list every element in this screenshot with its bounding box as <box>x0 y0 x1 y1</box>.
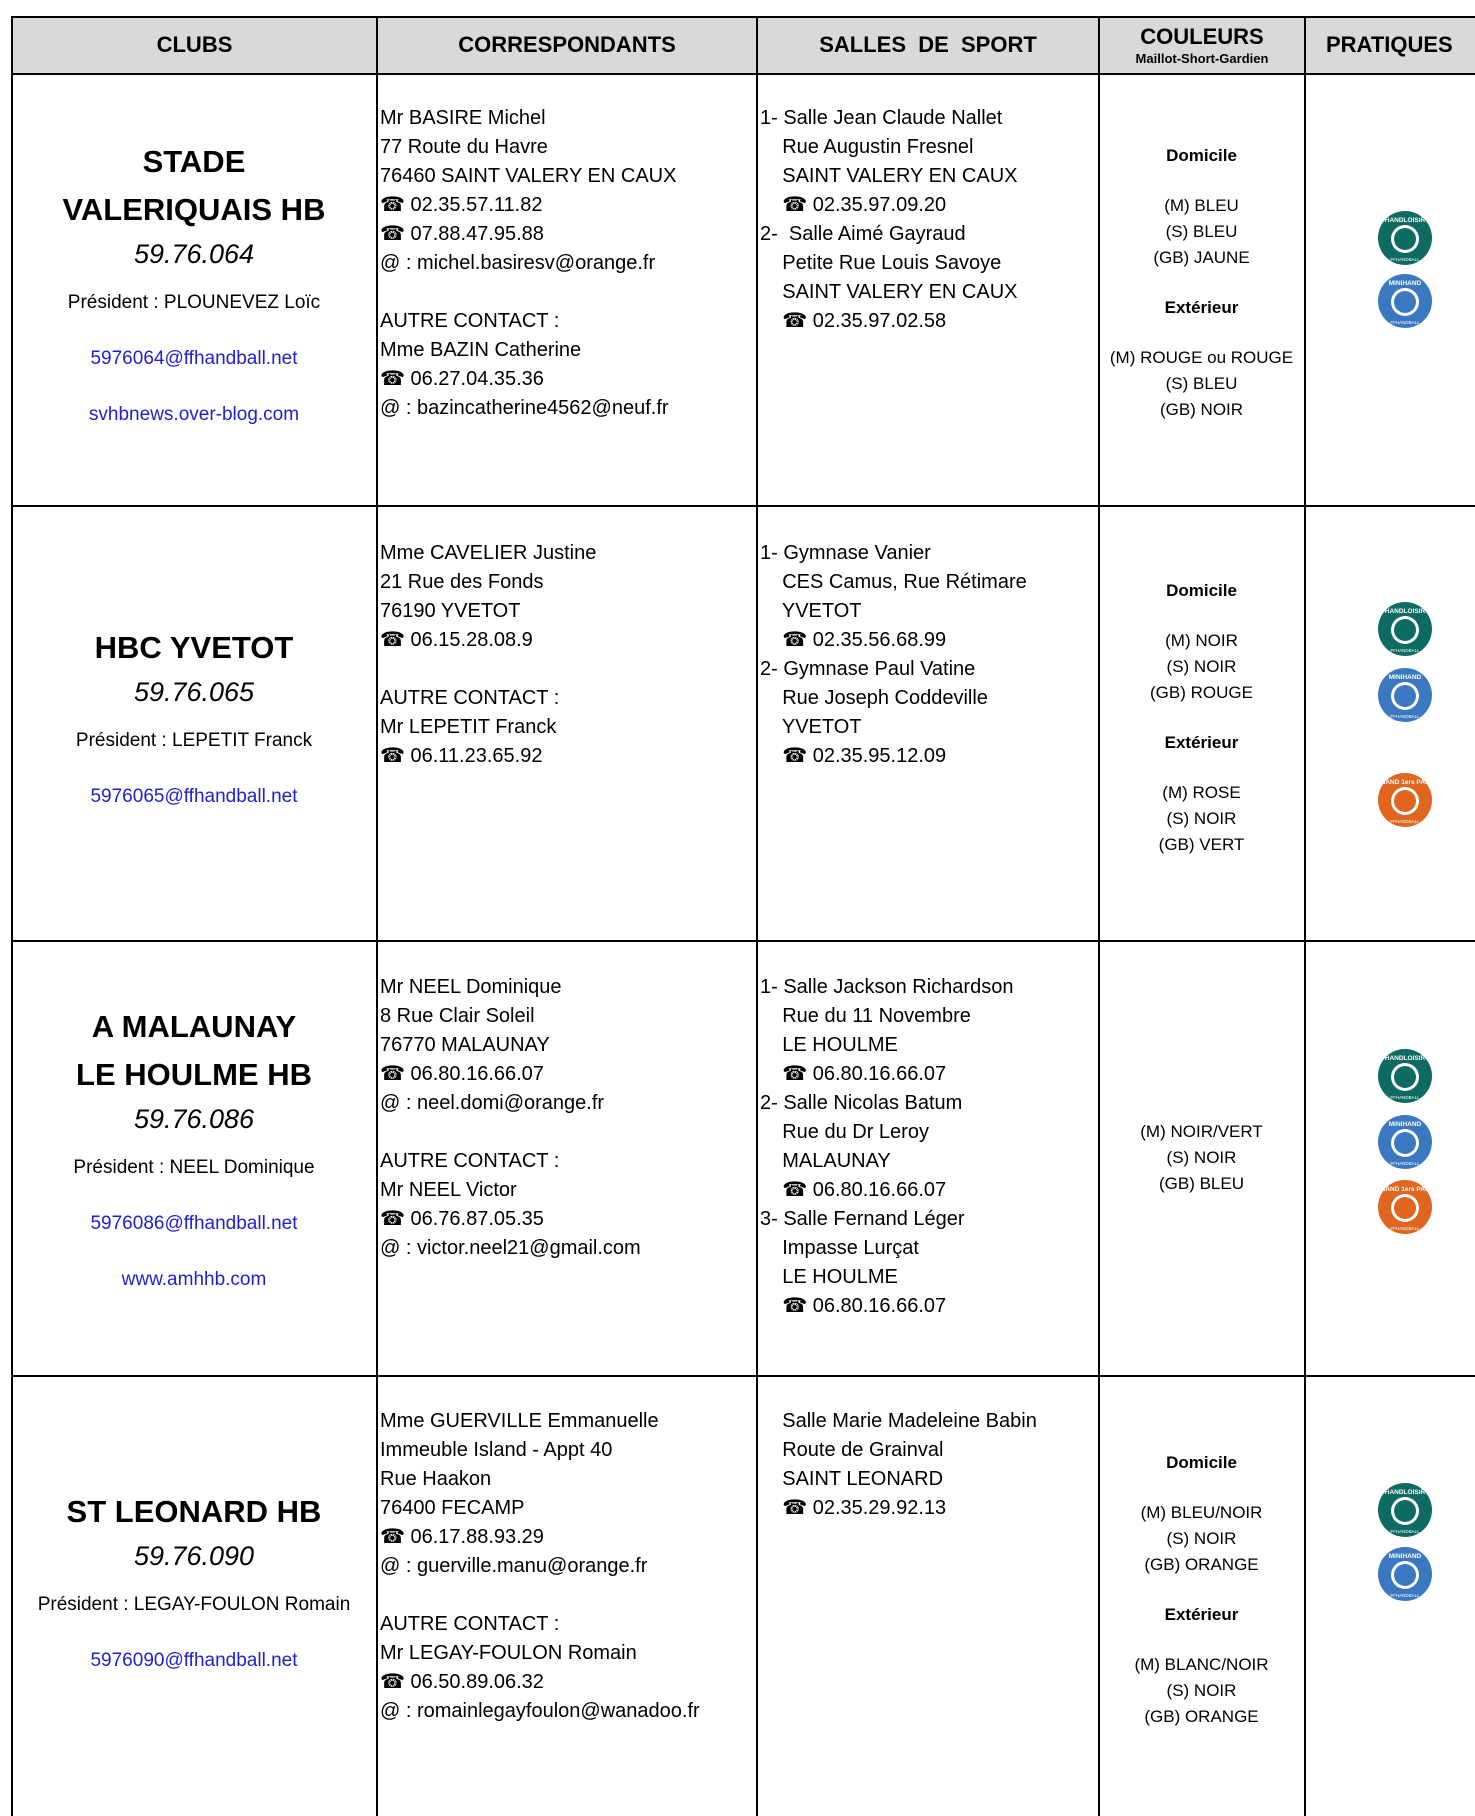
salle-line: 1- Salle Jean Claude Nallet <box>760 107 1003 129</box>
exterieur-line: (S) BLEU <box>1165 374 1238 393</box>
salles-block-2 <box>760 539 1027 771</box>
logo-title-text: HANDLOISIR <box>1384 1055 1426 1062</box>
domicile-label: Domicile <box>1166 581 1237 600</box>
correspondant-line: 77 Route du Havre <box>380 136 548 158</box>
logo-title-text: HANDLOISIR <box>1384 217 1426 224</box>
logo-rooster-mark <box>1394 1197 1416 1219</box>
salles-block-3 <box>760 973 1013 1321</box>
logo-title-text: HAND 1ers PAS <box>1380 779 1430 786</box>
club-email-link[interactable]: 5976090@ffhandball.net <box>90 1650 298 1671</box>
logo-title-text: MINIHAND <box>1388 674 1422 681</box>
club-name-line1: ST LEONARD HB <box>66 1494 322 1529</box>
correspondant-line: Immeuble Island - Appt 40 <box>380 1439 613 1461</box>
salle-line: Impasse Lurçat <box>760 1237 919 1259</box>
club-name-line2: LE HOULME HB <box>76 1057 312 1092</box>
couleurs-line: (GB) BLEU <box>1158 1174 1245 1193</box>
salle-line: ☎ 06.80.16.66.07 <box>760 1295 947 1317</box>
domicile-line: (M) BLEU/NOIR <box>1140 1503 1263 1522</box>
correspondant-line: 76190 YVETOT <box>380 600 521 622</box>
logo-rooster-mark <box>1394 1066 1416 1088</box>
club-cell-1 <box>13 138 375 426</box>
couleurs-line: (S) NOIR <box>1166 1148 1237 1167</box>
header-salles-label: SALLES DE SPORT <box>819 32 1037 57</box>
club-cell-2 <box>13 624 375 808</box>
salle-line: Salle Marie Madeleine Babin <box>760 1410 1037 1432</box>
minihand-logo-icon <box>1377 1114 1433 1170</box>
domicile-line: (GB) ORANGE <box>1144 1555 1259 1574</box>
correspondant-line: AUTRE CONTACT : <box>380 1150 560 1172</box>
logo-ffhandball-text: FFHANDBALL <box>1390 648 1420 653</box>
header-couleurs-label: COULEURS <box>1140 24 1264 49</box>
hand1erspas-logo-icon <box>1377 1179 1433 1235</box>
header-clubs <box>13 16 376 74</box>
correspondant-line: 21 Rue des Fonds <box>380 571 544 593</box>
handloisir-logo-icon <box>1377 1048 1433 1104</box>
row-divider-1 <box>11 505 1475 507</box>
correspondant-line: ☎ 02.35.57.11.82 <box>380 194 543 216</box>
correspondant-line: Mme GUERVILLE Emmanuelle <box>380 1410 659 1432</box>
exterieur-label: Extérieur <box>1164 298 1239 317</box>
salle-line: SAINT VALERY EN CAUX <box>760 281 1018 303</box>
logo-ffhandball-text: FFHANDBALL <box>1390 1593 1420 1598</box>
correspondant-block-3 <box>380 973 641 1263</box>
correspondant-line: Mr LEGAY-FOULON Romain <box>380 1642 637 1664</box>
salle-line: SAINT LEONARD <box>760 1468 944 1490</box>
row-divider-3 <box>11 1375 1475 1377</box>
correspondant-line: ☎ 06.11.23.65.92 <box>380 745 543 767</box>
correspondant-line: @ : bazincatherine4562@neuf.fr <box>380 397 669 419</box>
exterieur-line: (M) BLANC/NOIR <box>1134 1655 1269 1674</box>
exterieur-line: (M) ROSE <box>1162 783 1241 802</box>
exterieur-label: Extérieur <box>1164 1605 1239 1624</box>
logo-rooster-mark <box>1394 1564 1416 1586</box>
correspondant-line: @ : romainlegayfoulon@wanadoo.fr <box>380 1700 700 1722</box>
minihand-logo-icon <box>1377 273 1433 329</box>
club-president: Président : PLOUNEVEZ Loïc <box>67 292 321 313</box>
salles-block-1 <box>760 104 1018 336</box>
domicile-line: (S) BLEU <box>1165 222 1238 241</box>
club-email-link[interactable]: 5976064@ffhandball.net <box>90 348 298 369</box>
col-divider-4 <box>1304 16 1306 1816</box>
correspondant-line: ☎ 06.27.04.35.36 <box>380 368 544 390</box>
couleurs-cell-2 <box>1100 568 1303 858</box>
exterieur-line: (GB) ORANGE <box>1144 1707 1259 1726</box>
correspondant-line: AUTRE CONTACT : <box>380 1613 560 1635</box>
logo-title-text: HAND 1ers PAS <box>1380 1186 1430 1193</box>
correspondant-line: 76460 SAINT VALERY EN CAUX <box>380 165 677 187</box>
salle-line: Rue Joseph Coddeville <box>760 687 988 709</box>
correspondant-line: ☎ 06.76.87.05.35 <box>380 1208 544 1230</box>
club-name-line1: HBC YVETOT <box>94 630 294 665</box>
club-president: Président : LEGAY-FOULON Romain <box>37 1594 351 1615</box>
logo-ffhandball-text: FFHANDBALL <box>1390 1095 1420 1100</box>
salle-line: YVETOT <box>760 716 862 738</box>
salle-line: Rue Augustin Fresnel <box>760 136 974 158</box>
salle-line: Rue du Dr Leroy <box>760 1121 929 1143</box>
correspondant-line: 76400 FECAMP <box>380 1497 525 1519</box>
club-name-line2: VALERIQUAIS HB <box>62 192 326 227</box>
couleurs-cell-4 <box>1100 1440 1303 1730</box>
correspondant-line <box>380 655 596 684</box>
correspondant-line: @ : guerville.manu@orange.fr <box>380 1555 648 1577</box>
handloisir-logo-icon <box>1377 210 1433 266</box>
salle-line: ☎ 06.80.16.66.07 <box>760 1063 947 1085</box>
correspondant-line: Mr BASIRE Michel <box>380 107 546 129</box>
col-divider-1 <box>376 16 378 1816</box>
salle-line: ☎ 02.35.97.02.58 <box>760 310 947 332</box>
logo-ffhandball-text: FFHANDBALL <box>1390 257 1420 262</box>
domicile-line: (S) NOIR <box>1166 657 1237 676</box>
logo-rooster-mark <box>1394 1132 1416 1154</box>
correspondant-line: @ : michel.basiresv@orange.fr <box>380 252 656 274</box>
salle-line: Rue du 11 Novembre <box>760 1005 971 1027</box>
salle-line: YVETOT <box>760 600 862 622</box>
logo-ffhandball-text: FFHANDBALL <box>1390 320 1420 325</box>
correspondant-line: @ : victor.neel21@gmail.com <box>380 1237 641 1259</box>
club-number: 59.76.064 <box>133 239 255 269</box>
logo-rooster-mark <box>1394 228 1416 250</box>
correspondant-line <box>380 1581 700 1610</box>
club-number: 59.76.086 <box>133 1104 255 1134</box>
exterieur-line: (S) NOIR <box>1166 1681 1237 1700</box>
header-pratiques <box>1306 16 1475 74</box>
correspondant-line: Mme BAZIN Catherine <box>380 339 582 361</box>
header-clubs-label: CLUBS <box>156 32 233 57</box>
header-salles <box>758 16 1098 74</box>
header-couleurs <box>1100 16 1304 74</box>
salle-line: LE HOULME <box>760 1034 898 1056</box>
domicile-line: (S) NOIR <box>1166 1529 1237 1548</box>
correspondant-line: Mr NEEL Victor <box>380 1179 517 1201</box>
correspondant-line <box>380 278 676 307</box>
correspondant-block-4 <box>380 1407 700 1726</box>
club-email-link[interactable]: 5976086@ffhandball.net <box>90 1213 298 1234</box>
correspondant-line: AUTRE CONTACT : <box>380 687 560 709</box>
salle-line: 3- Salle Fernand Léger <box>760 1208 965 1230</box>
salle-line: ☎ 02.35.29.92.13 <box>760 1497 947 1519</box>
salles-block-4 <box>760 1407 1037 1523</box>
minihand-logo-icon <box>1377 1546 1433 1602</box>
exterieur-label: Extérieur <box>1164 733 1239 752</box>
domicile-line: (GB) JAUNE <box>1153 248 1250 267</box>
correspondant-line: ☎ 06.50.89.06.32 <box>380 1671 544 1693</box>
couleurs-cell-1 <box>1100 133 1303 423</box>
salle-line: Petite Rue Louis Savoye <box>760 252 1002 274</box>
correspondant-block-2 <box>380 539 596 771</box>
logo-ffhandball-text: FFHANDBALL <box>1390 819 1420 824</box>
correspondant-line: Rue Haakon <box>380 1468 492 1490</box>
logo-rooster-mark <box>1394 790 1416 812</box>
logo-title-text: MINIHAND <box>1388 280 1422 287</box>
salle-line: ☎ 02.35.56.68.99 <box>760 629 947 651</box>
correspondant-line: ☎ 06.15.28.08.9 <box>380 629 533 651</box>
correspondant-line <box>380 1118 641 1147</box>
logo-rooster-mark <box>1394 685 1416 707</box>
salle-line: 2- Salle Nicolas Batum <box>760 1092 963 1114</box>
exterieur-line: (GB) NOIR <box>1159 400 1244 419</box>
header-couleurs-sub: Maillot-Short-Gardien <box>1135 51 1269 66</box>
club-number: 59.76.065 <box>133 677 255 707</box>
club-president: Président : NEEL Dominique <box>73 1157 315 1178</box>
correspondant-line: ☎ 07.88.47.95.88 <box>380 223 544 245</box>
domicile-line: (M) NOIR <box>1165 631 1238 650</box>
couleurs-cell-3 <box>1100 1119 1303 1197</box>
logo-ffhandball-text: FFHANDBALL <box>1390 1226 1420 1231</box>
domicile-label: Domicile <box>1166 146 1237 165</box>
logo-ffhandball-text: FFHANDBALL <box>1390 1161 1420 1166</box>
domicile-line: (GB) ROUGE <box>1150 683 1253 702</box>
correspondant-line: @ : neel.domi@orange.fr <box>380 1092 605 1114</box>
club-president: Président : LEPETIT Franck <box>75 730 313 751</box>
correspondant-line: Mr LEPETIT Franck <box>380 716 557 738</box>
logo-title-text: HANDLOISIR <box>1384 1489 1426 1496</box>
header-correspondants <box>378 16 756 74</box>
hand1erspas-logo-icon <box>1377 772 1433 828</box>
logo-rooster-mark <box>1394 1500 1416 1522</box>
salle-line: MALAUNAY <box>760 1150 891 1172</box>
correspondant-block-1 <box>380 104 676 423</box>
salle-line: 1- Gymnase Vanier <box>760 542 931 564</box>
salle-line: Route de Grainval <box>760 1439 944 1461</box>
club-cell-4 <box>13 1488 375 1672</box>
domicile-label: Domicile <box>1166 1453 1237 1472</box>
correspondant-line: Mr NEEL Dominique <box>380 976 562 998</box>
salle-line: ☎ 02.35.95.12.09 <box>760 745 947 767</box>
salle-line: LE HOULME <box>760 1266 898 1288</box>
club-name-line1: A MALAUNAY <box>91 1009 297 1044</box>
row-divider-2 <box>11 940 1475 942</box>
handloisir-logo-icon <box>1377 601 1433 657</box>
logo-ffhandball-text: FFHANDBALL <box>1390 714 1420 719</box>
logo-title-text: HANDLOISIR <box>1384 608 1426 615</box>
salle-line: SAINT VALERY EN CAUX <box>760 165 1018 187</box>
correspondant-line: ☎ 06.17.88.93.29 <box>380 1526 544 1548</box>
salle-line: 1- Salle Jackson Richardson <box>760 976 1014 998</box>
exterieur-line: (S) NOIR <box>1166 809 1237 828</box>
exterieur-line: (GB) VERT <box>1158 835 1245 854</box>
logo-rooster-mark <box>1394 619 1416 641</box>
couleurs-line: (M) NOIR/VERT <box>1140 1122 1263 1141</box>
exterieur-line: (M) ROUGE ou ROUGE <box>1109 348 1294 367</box>
handloisir-logo-icon <box>1377 1482 1433 1538</box>
logo-title-text: MINIHAND <box>1388 1121 1422 1128</box>
header-pratiques-label: PRATIQUES <box>1326 32 1453 57</box>
correspondant-line: 76770 MALAUNAY <box>380 1034 550 1056</box>
club-email-link[interactable]: 5976065@ffhandball.net <box>90 786 298 807</box>
club-website-link[interactable]: svhbnews.over-blog.com <box>88 404 300 425</box>
club-number: 59.76.090 <box>133 1541 255 1571</box>
club-website-link[interactable]: www.amhhb.com <box>121 1269 267 1290</box>
domicile-line: (M) BLEU <box>1164 196 1239 215</box>
logo-title-text: MINIHAND <box>1388 1553 1422 1560</box>
correspondant-line: Mme CAVELIER Justine <box>380 542 597 564</box>
minihand-logo-icon <box>1377 667 1433 723</box>
club-name-line1: STADE <box>142 144 246 179</box>
salle-line: 2- Gymnase Paul Vatine <box>760 658 976 680</box>
salle-line: ☎ 06.80.16.66.07 <box>760 1179 947 1201</box>
col-divider-2 <box>756 16 758 1816</box>
salle-line: 2- Salle Aimé Gayraud <box>760 223 966 245</box>
salle-line: ☎ 02.35.97.09.20 <box>760 194 947 216</box>
correspondant-line: AUTRE CONTACT : <box>380 310 560 332</box>
correspondant-line: 8 Rue Clair Soleil <box>380 1005 535 1027</box>
logo-ffhandball-text: FFHANDBALL <box>1390 1529 1420 1534</box>
correspondant-line: ☎ 06.80.16.66.07 <box>380 1063 544 1085</box>
club-cell-3 <box>13 1003 375 1291</box>
salle-line: CES Camus, Rue Rétimare <box>760 571 1027 593</box>
header-correspondants-label: CORRESPONDANTS <box>458 32 676 57</box>
logo-rooster-mark <box>1394 291 1416 313</box>
